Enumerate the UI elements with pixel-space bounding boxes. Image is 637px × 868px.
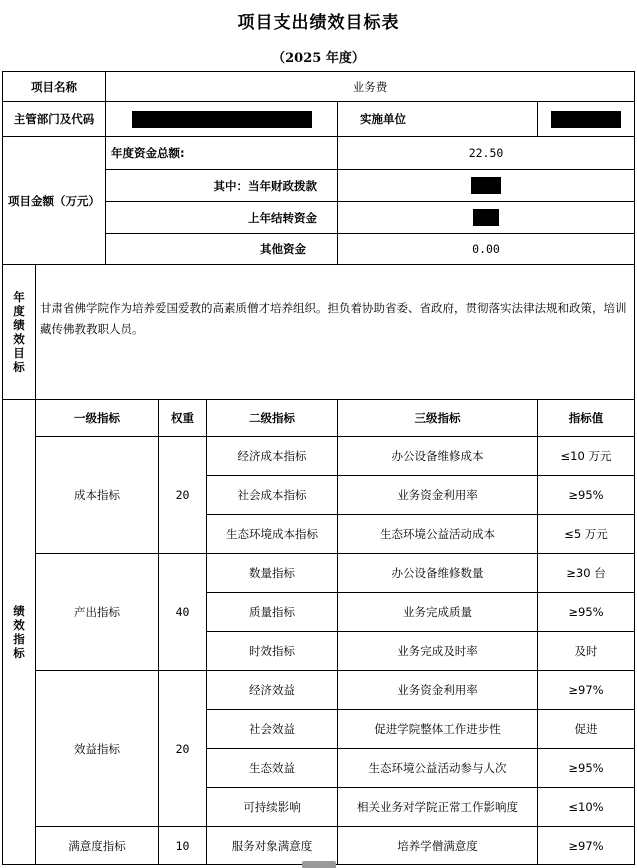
level2-cell: 时效指标 <box>207 632 338 671</box>
level3-cell: 培养学僧满意度 <box>338 827 538 865</box>
level3-cell: 相关业务对学院正常工作影响度 <box>338 788 538 827</box>
indicator-value-cell: ≤10% <box>538 788 635 827</box>
table-row <box>3 554 635 593</box>
level2-cell: 经济效益 <box>207 671 338 710</box>
performance-target-table <box>2 71 635 865</box>
level3-cell: 业务完成及时率 <box>338 632 538 671</box>
weight-cell: 20 <box>159 671 207 827</box>
indicator-value-cell: ≤10 万元 <box>538 437 635 476</box>
indicator-value-cell: ≥97% <box>538 827 635 865</box>
other-funds-value: 0.00 <box>338 234 635 265</box>
header-level2: 二级指标 <box>207 400 338 437</box>
annual-goal-text: 甘肃省佛学院作为培养爱国爱教的高素质僧才培养组织。担负着协助省委、省政府，贯彻落实法律法规和政策，培训藏传佛教教职人员。 <box>36 265 635 400</box>
level2-cell: 社会效益 <box>207 710 338 749</box>
level3-cell: 业务资金利用率 <box>338 671 538 710</box>
row-annual-goal <box>3 265 635 400</box>
year-subtitle: （2025 年度） <box>272 51 365 66</box>
header-level3: 三级指标 <box>338 400 538 437</box>
weight-cell: 10 <box>159 827 207 865</box>
header-weight: 权重 <box>159 400 207 437</box>
implementing-unit-label: 实施单位 <box>338 102 538 137</box>
scroll-thumb[interactable] <box>302 861 336 868</box>
redaction-block <box>132 111 312 128</box>
level1-cell: 满意度指标 <box>36 827 159 865</box>
current-year-funds-label: 其中：当年财政拨款 <box>106 170 338 202</box>
project-name-value: 业务费 <box>106 72 635 102</box>
indicator-value-cell: ≤5 万元 <box>538 515 635 554</box>
level3-cell: 业务完成质量 <box>338 593 538 632</box>
table-row <box>3 827 635 865</box>
indicator-value-cell: ≥95% <box>538 749 635 788</box>
level2-cell: 数量指标 <box>207 554 338 593</box>
level1-cell: 产出指标 <box>36 554 159 671</box>
redaction-block <box>473 209 499 226</box>
indicator-value-cell: ≥97% <box>538 671 635 710</box>
level3-cell: 业务资金利用率 <box>338 476 538 515</box>
annual-goal-label <box>3 265 36 400</box>
row-total-amount <box>3 137 635 170</box>
header-value: 指标值 <box>538 400 635 437</box>
row-project-name <box>3 72 635 102</box>
table-row <box>3 671 635 710</box>
level3-cell: 生态环境公益活动参与人次 <box>338 749 538 788</box>
indicator-value-cell: ≥30 台 <box>538 554 635 593</box>
weight-cell: 20 <box>159 437 207 554</box>
level3-cell: 生态环境公益活动成本 <box>338 515 538 554</box>
indicator-value-cell: 及时 <box>538 632 635 671</box>
level1-cell: 效益指标 <box>36 671 159 827</box>
header-level1: 一级指标 <box>36 400 159 437</box>
table-row <box>3 437 635 476</box>
annual-goal-label-text: 年度绩效目标 <box>13 290 25 374</box>
level3-cell: 办公设备维修数量 <box>338 554 538 593</box>
performance-indicators-label-text: 绩效指标 <box>13 604 25 660</box>
project-name-label: 项目名称 <box>3 72 106 102</box>
carryover-funds-label: 上年结转资金 <box>106 202 338 234</box>
row-department <box>3 102 635 137</box>
level2-cell: 可持续影响 <box>207 788 338 827</box>
indicator-header-row <box>3 400 635 437</box>
level3-cell: 办公设备维修成本 <box>338 437 538 476</box>
current-year-funds-value <box>338 170 635 202</box>
level2-cell: 生态效益 <box>207 749 338 788</box>
other-funds-label: 其他资金 <box>106 234 338 265</box>
level2-cell: 质量指标 <box>207 593 338 632</box>
performance-indicators-label <box>3 400 36 865</box>
implementing-unit-value <box>538 102 635 137</box>
redaction-block <box>551 111 621 128</box>
department-value <box>106 102 338 137</box>
department-label: 主管部门及代码 <box>3 102 106 137</box>
weight-cell: 40 <box>159 554 207 671</box>
indicator-value-cell: ≥95% <box>538 476 635 515</box>
total-amount-value: 22.50 <box>338 137 635 170</box>
indicator-value-cell: 促进 <box>538 710 635 749</box>
level3-cell: 促进学院整体工作进步性 <box>338 710 538 749</box>
page-title: 项目支出绩效目标表 <box>237 13 400 33</box>
level2-cell: 生态环境成本指标 <box>207 515 338 554</box>
level1-cell: 成本指标 <box>36 437 159 554</box>
level2-cell: 社会成本指标 <box>207 476 338 515</box>
redaction-block <box>471 177 501 194</box>
level2-cell: 服务对象满意度 <box>207 827 338 865</box>
level2-cell: 经济成本指标 <box>207 437 338 476</box>
carryover-funds-value <box>338 202 635 234</box>
total-amount-label: 年度资金总额: <box>106 137 338 170</box>
indicator-value-cell: ≥95% <box>538 593 635 632</box>
amount-label: 项目金额（万元） <box>3 137 106 265</box>
